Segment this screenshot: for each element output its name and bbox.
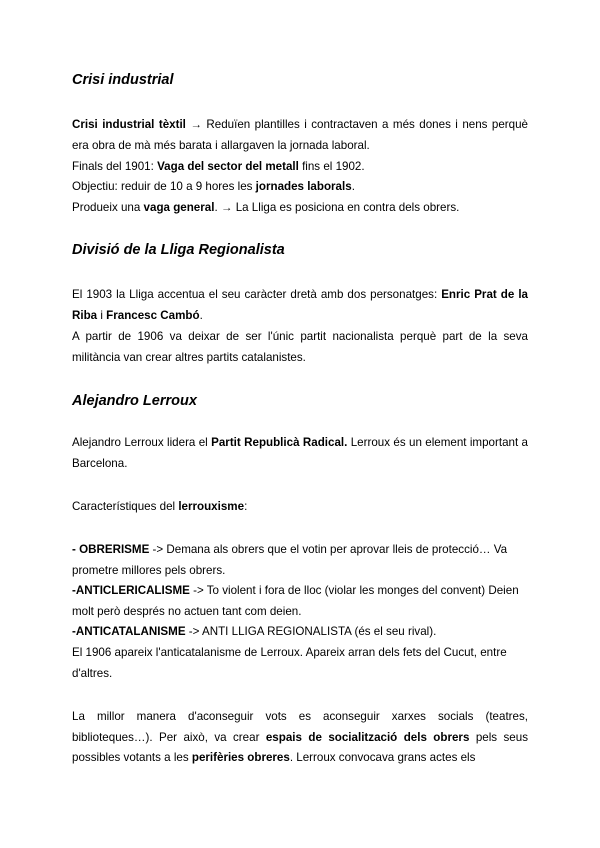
bold-term: vaga general (143, 201, 215, 214)
bold-term: Partit Republicà Radical. (211, 436, 348, 449)
bold-term: -ANTICLERICALISME (72, 584, 190, 597)
paragraph-partit-radical: Alejandro Lerroux lidera el Partit Republicà Radical. Lerroux és un element important a Barcelona. (72, 436, 528, 470)
bold-term: - OBRERISME (72, 543, 150, 556)
bold-term: espais de socialització dels obrers (265, 730, 470, 744)
paragraph-vaga-metall: Finals del 1901: Vaga del sector del metall fins el 1902. (72, 160, 365, 173)
bold-term: jornades laborals (255, 180, 352, 193)
paragraph-vaga-general: Produeix una vaga general. → La Lliga es posiciona en contra dels obrers. (72, 201, 460, 214)
bold-term: Vaga del sector del metall (157, 160, 299, 173)
paragraph-lliga-1906: A partir de 1906 va deixar de ser l'únic partit nacionalista perquè part de la seva militància van crear altres partits catalanistes. (72, 330, 528, 364)
bold-term: perifèries obreres (191, 751, 290, 764)
bold-term: lerrouxisme (178, 500, 245, 513)
bold-term: Francesc Cambó (106, 308, 200, 322)
paragraph-caracteristiques: Característiques del lerrouxisme: (72, 500, 248, 513)
paragraph-objectiu: Objectiu: reduir de 10 a 9 hores les jornades laborals. (72, 180, 355, 193)
list-item-obrerisme: - OBRERISME -> Demana als obrers que el votin per aprovar lleis de protecció… Va prometre millores pels obrers. (72, 543, 508, 577)
paragraph-xarxes-socials: La millor manera d'aconseguir vots es aconseguir xarxes socials (teatres, biblioteques…). Per això, va crear espais de socialització dels obrers pels seus possibles votants a les perifèries obreres. Lerroux convocava grans actes els (72, 710, 529, 764)
bold-term: Enric Prat de la Riba (72, 288, 528, 322)
paragraph-lliga-1903: El 1903 la Lliga accentua el seu caràcter dretà amb dos personatges: Enric Prat de la Riba i Francesc Cambó. (72, 288, 528, 322)
paragraph-crisi-textil: Crisi industrial tèxtil → Reduïen plantilles i contractaven a més dones i nens perquè era obra de mà més barata i allargaven la jornada laboral. (72, 118, 528, 152)
heading-alejandro-lerroux: Alejandro Lerroux (72, 393, 197, 409)
heading-divisio-lliga: Divisió de la Lliga Regionalista (72, 242, 285, 258)
list-item-anticlericalisme: -ANTICLERICALISME -> To violent i fora de lloc (violar les monges del convent) Deien molt però després no actuen tant com deien. (72, 584, 519, 618)
heading-crisi-industrial: Crisi industrial (72, 72, 174, 88)
bold-term: -ANTICATALANISME (72, 625, 186, 638)
list-item-anticatalanisme: -ANTICATALANISME -> ANTI LLIGA REGIONALISTA (és el seu rival). (72, 625, 437, 638)
paragraph-anticatalanisme-1906: El 1906 apareix l'anticatalanisme de Lerroux. Apareix arran dels fets del Cucut, entre d'altres. (72, 646, 507, 680)
bold-term: Crisi industrial tèxtil (72, 118, 186, 131)
